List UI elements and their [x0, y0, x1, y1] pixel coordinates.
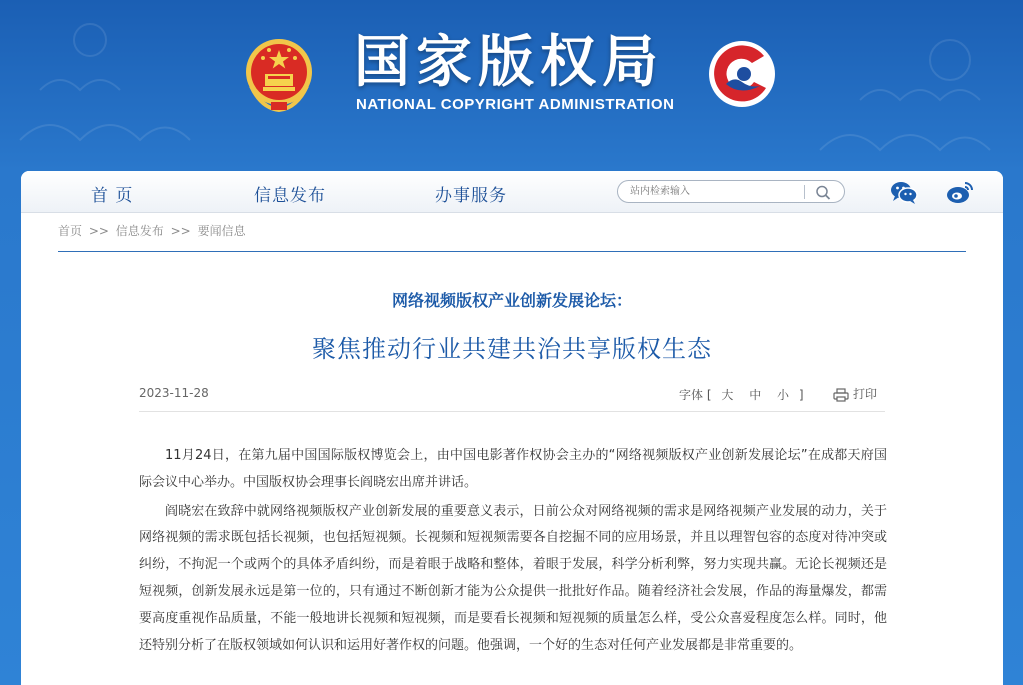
article-meta	[139, 386, 885, 408]
meta-divider	[139, 411, 885, 412]
site-title-english: NATIONAL COPYRIGHT ADMINISTRATION	[356, 96, 675, 113]
site-title-chinese: 国家版权局	[354, 30, 664, 95]
breadcrumb	[58, 222, 246, 239]
nav-item-home[interactable]: 首 页	[91, 186, 134, 206]
weibo-icon[interactable]	[945, 179, 975, 205]
article-paragraph: 11月24日，在第九届中国国际版权博览会上，由中国电影著作权协会主办的“网络视频版权产业创新发展论坛”在成都天府国际会议中心举办。中国版权协会理事长阎晓宏出席并讲话。	[139, 448, 887, 490]
font-size-large[interactable]: 大	[721, 388, 734, 402]
font-size-small[interactable]: 小	[777, 388, 790, 402]
print-button[interactable]	[833, 385, 877, 402]
breadcrumb-home[interactable]: 首页	[58, 224, 83, 238]
breadcrumb-divider	[58, 251, 966, 252]
wechat-icon[interactable]	[889, 179, 919, 205]
search-box	[617, 180, 845, 203]
font-size-bracket-open: [	[706, 388, 712, 402]
breadcrumb-separator: >>	[170, 224, 191, 238]
main-nav	[21, 171, 1003, 213]
article-date: 2023-11-28	[139, 386, 209, 400]
article-body	[139, 443, 887, 661]
search-icon[interactable]	[811, 184, 835, 201]
search-input[interactable]	[630, 183, 806, 200]
print-label: 打印	[853, 387, 878, 401]
font-size-medium[interactable]: 中	[749, 388, 762, 402]
article-subtitle: 网络视频版权产业创新发展论坛：	[391, 291, 632, 310]
nav-item-info-release[interactable]: 信息发布	[254, 186, 326, 206]
printer-icon	[833, 388, 849, 402]
site-header	[0, 0, 1023, 170]
breadcrumb-separator: >>	[88, 224, 109, 238]
breadcrumb-info-release[interactable]: 信息发布	[115, 224, 164, 238]
nav-item-services[interactable]: 办事服务	[435, 186, 507, 206]
article-paragraph: 阎晓宏在致辞中就网络视频版权产业创新发展的重要意义表示，日前公众对网络视频的需求是网络视频产业发展的动力，关于网络视频的需求既包括长视频，也包括短视频。长视频和短视频需要各自挖掘不同的应用场景，并且以理智包容的态度对待冲突或纠纷，不拘泥一个或两个的具体矛盾纠纷，而是着眼于战略和整体，着眼于发展，科学分析利弊，努力实现共赢。无论长视频还是短视频，创新发展永远是第一位的，只有通过不断创新才能为公众提供一批批好作品。随着经济社会发展，作品的海量爆发，都需要高度重视作品质量，不能一般地讲长视频和短视频，而是要看长视频和短视频的质量怎么样，受公众喜爱程度怎么样。同时，他还特别分析了在版权领域如何认识和运用好著作权的问题。他强调，一个好的生态对任何产业发展都是非常重要的。	[139, 503, 887, 653]
font-size-label: 字体	[679, 388, 704, 402]
font-size-control	[679, 386, 804, 403]
national-emblem-icon	[241, 36, 317, 112]
search-separator	[804, 185, 805, 199]
article-title: 聚焦推动行业共建共治共享版权生态	[312, 335, 712, 363]
breadcrumb-news[interactable]: 要闻信息	[197, 224, 246, 238]
font-size-bracket-close: ]	[798, 388, 804, 402]
copyright-logo-icon	[706, 38, 778, 110]
content-panel	[21, 171, 1003, 685]
